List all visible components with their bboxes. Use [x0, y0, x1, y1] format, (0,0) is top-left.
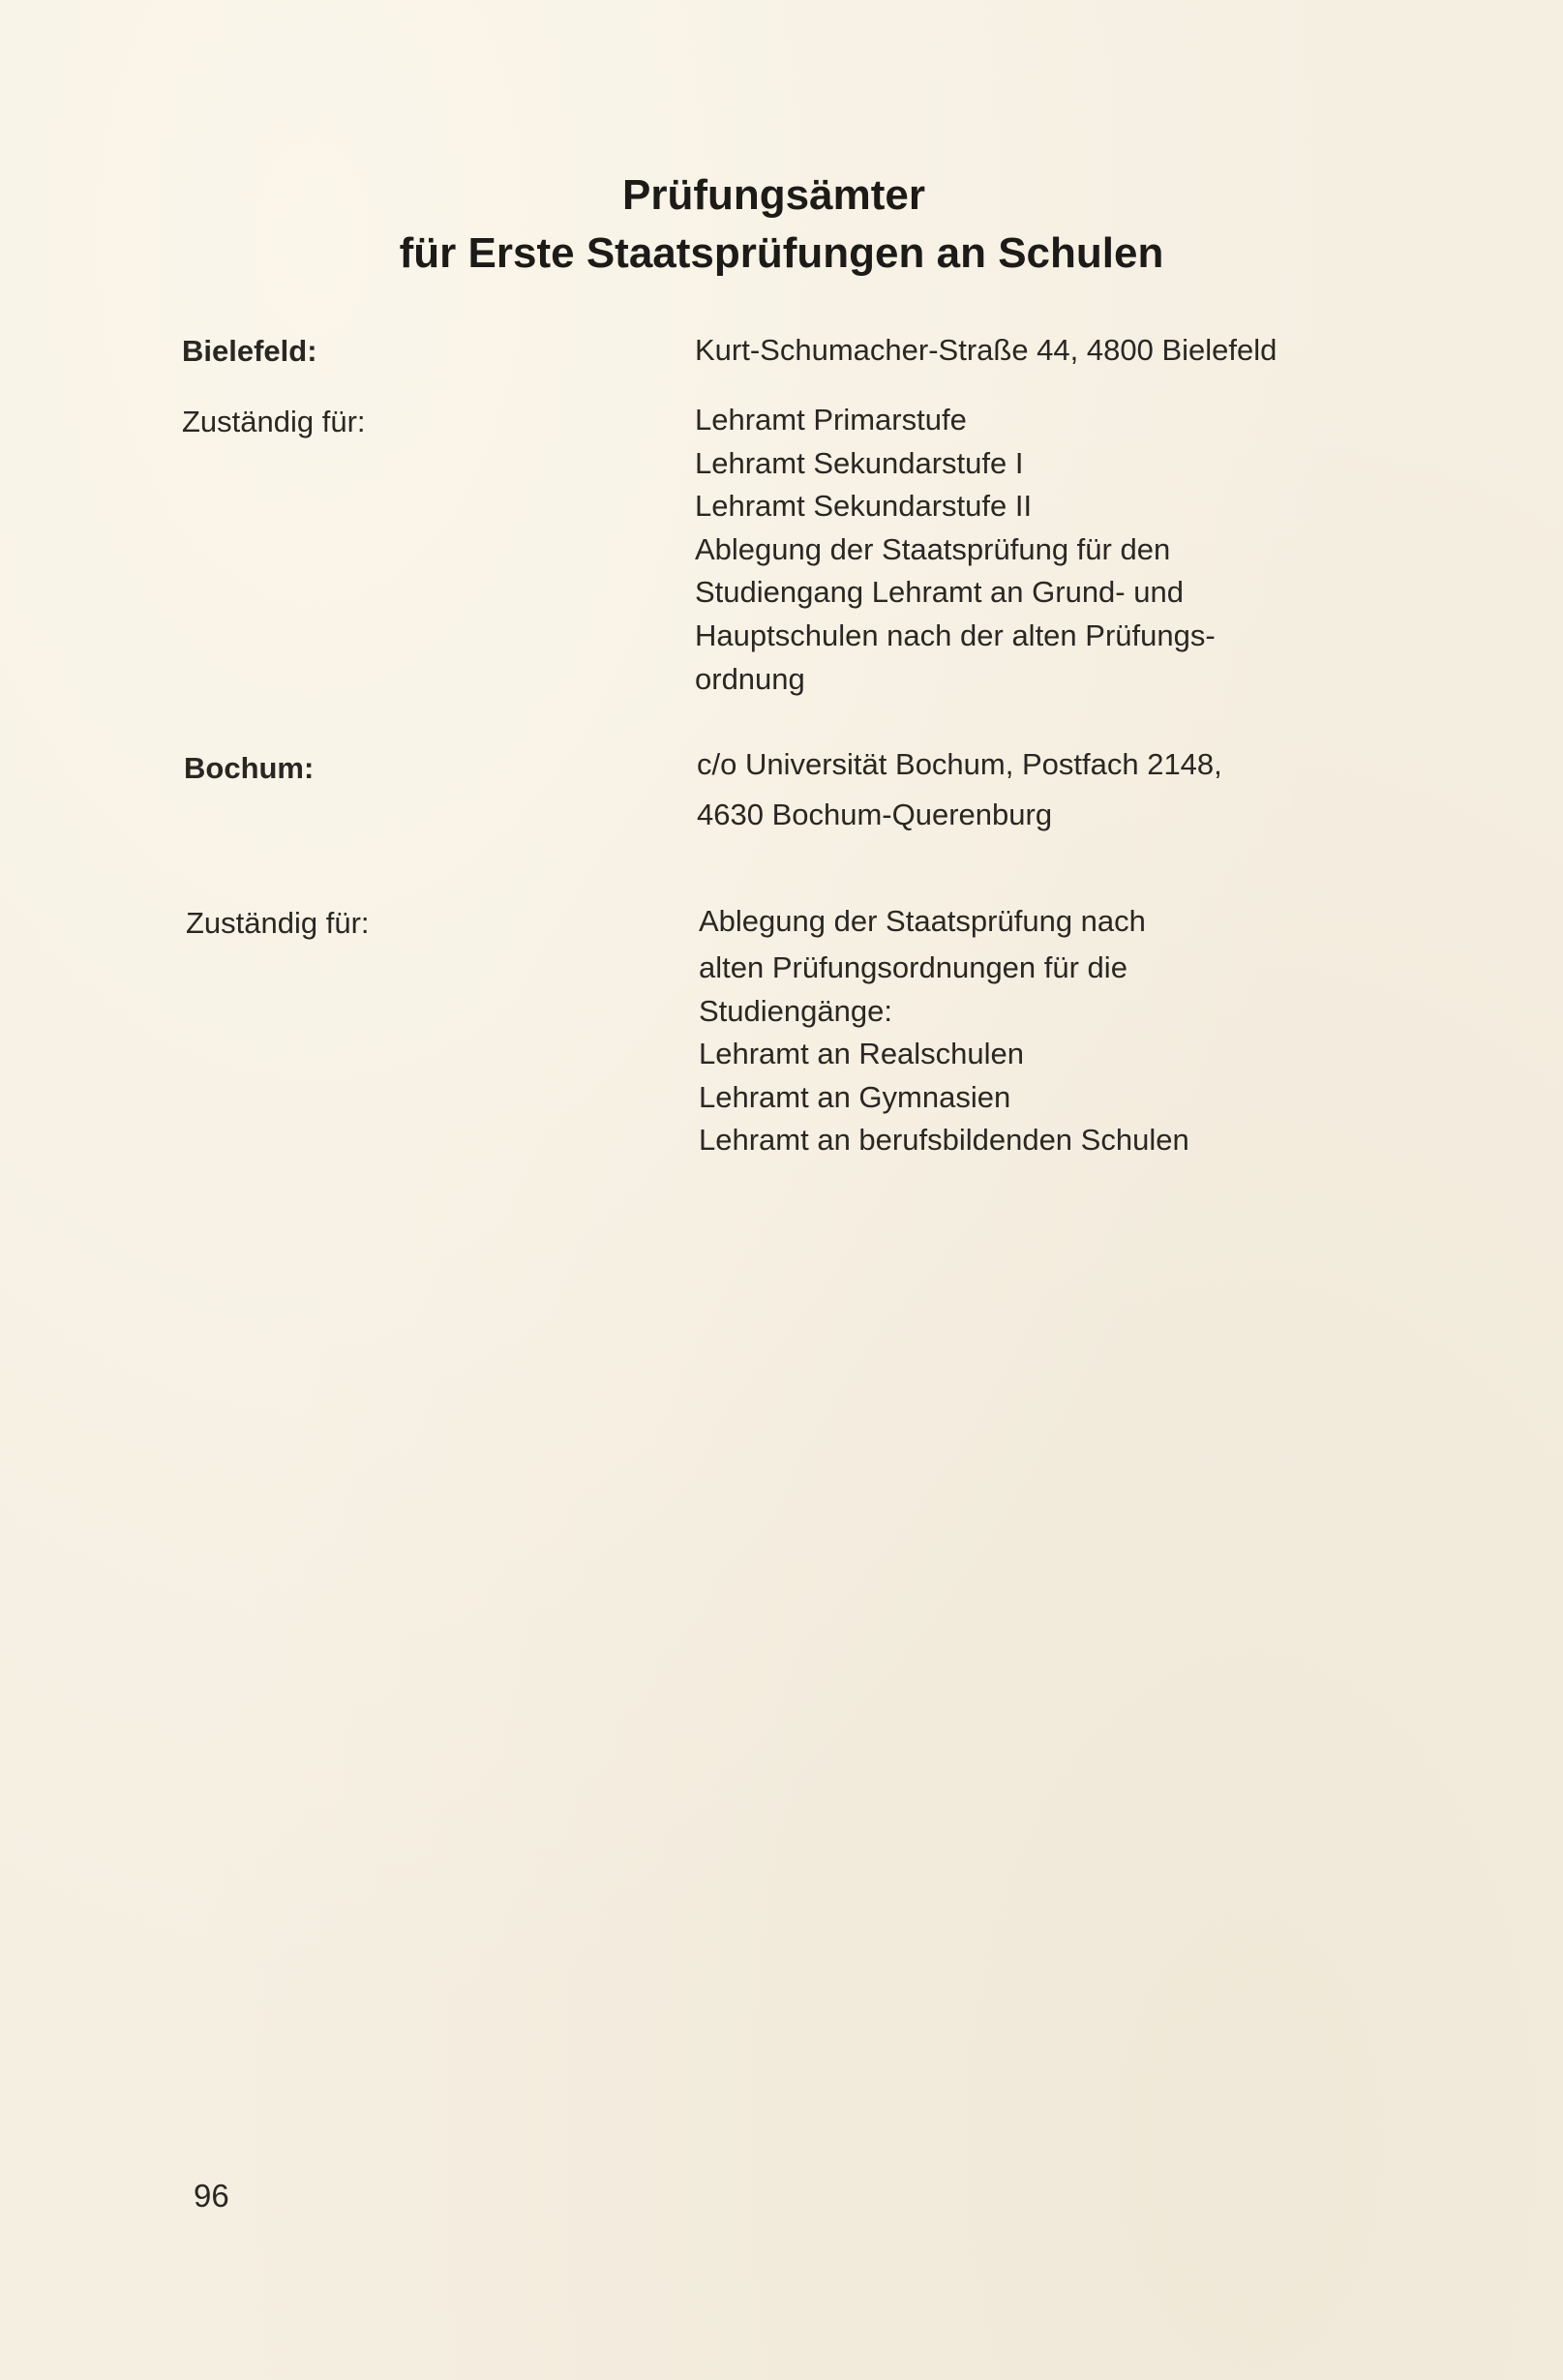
responsible-line: Lehramt Sekundarstufe I — [695, 445, 1024, 480]
responsible-line: Lehramt Sekundarstufe II — [695, 489, 1033, 524]
address-line: c/o Universität Bochum, Postfach 2148, — [697, 747, 1222, 781]
city-label-bielefeld: Bielefeld: — [182, 334, 317, 368]
responsible-label-bielefeld: Zuständig für: — [182, 405, 366, 438]
responsible-line: Studiengänge: — [699, 993, 892, 1028]
city-label-bochum: Bochum: — [184, 751, 315, 785]
responsible-line: Lehramt Primarstufe — [695, 403, 967, 437]
responsible-line: Lehramt an Gymnasien — [699, 1079, 1011, 1114]
responsible-list-bielefeld — [695, 399, 1216, 701]
responsible-line: alten Prüfungsordnungen für die — [699, 950, 1127, 984]
responsible-label-bochum: Zuständig für: — [186, 906, 370, 940]
responsible-line: Hauptschulen nach der alten Prüfungs- — [695, 618, 1216, 652]
responsible-line: Ablegung der Staatsprüfung für den — [695, 531, 1171, 566]
responsible-line: Ablegung der Staatsprüfung nach — [699, 904, 1146, 938]
responsible-list-bochum — [699, 900, 1189, 1162]
responsible-line: Lehramt an berufsbildenden Schulen — [699, 1123, 1189, 1158]
responsible-line: Lehramt an Realschulen — [699, 1037, 1025, 1071]
address-bielefeld — [695, 329, 1277, 373]
address-line: Kurt-Schumacher-Straße 44, 4800 Bielefeld — [695, 333, 1277, 367]
address-bochum — [697, 743, 1222, 837]
page-number: 96 — [194, 2178, 229, 2214]
responsible-line: Studiengang Lehramt an Grund- und — [695, 575, 1184, 610]
address-line: 4630 Bochum-Querenburg — [697, 798, 1053, 831]
page-title-line-2: für Erste Staatsprüfungen an Schulen — [399, 229, 1164, 277]
responsible-line: ordnung — [695, 661, 805, 696]
page-title-line-1: Prüfungsämter — [622, 171, 925, 219]
